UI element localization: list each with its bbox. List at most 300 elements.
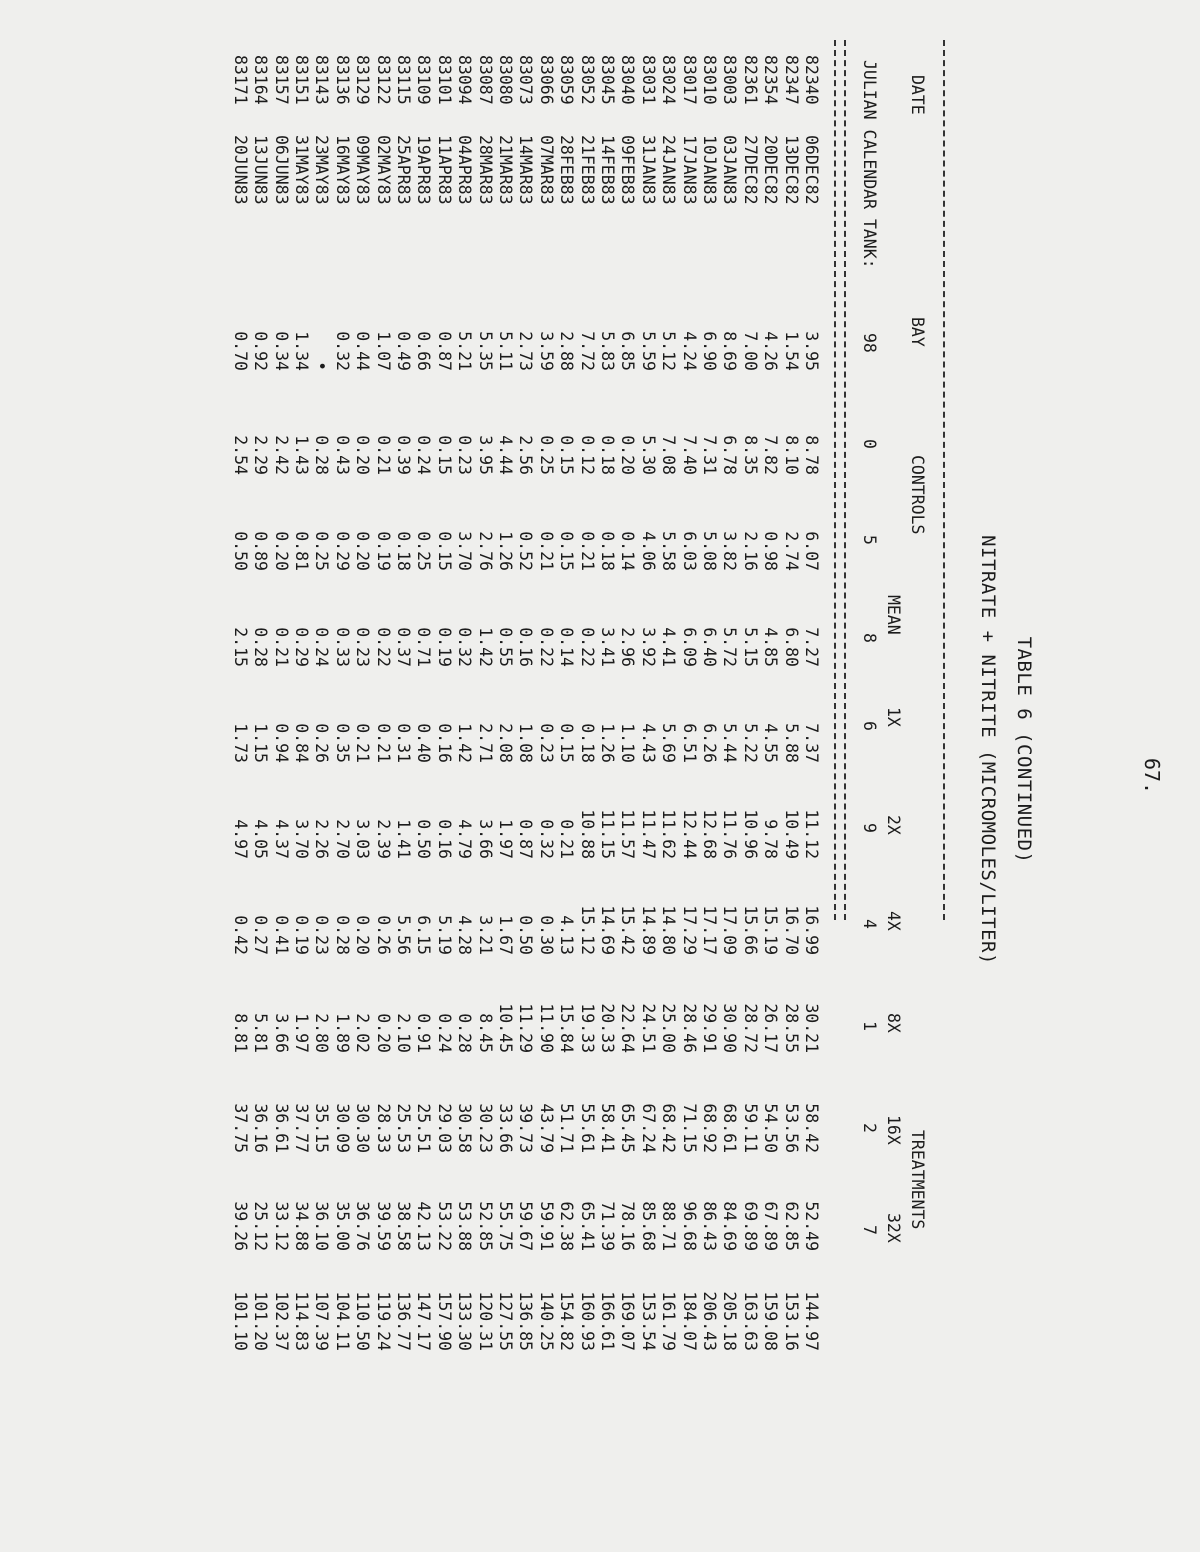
control-8-cell: 0.28 [251, 627, 271, 667]
treatment-8x-cell: 25.53 [394, 1103, 413, 1153]
control-0-cell: 0.15 [434, 435, 454, 475]
control-5-cell: 0.29 [332, 531, 352, 571]
control-8-cell: 7.27 [802, 627, 821, 667]
bay-98-cell: 0.32 [332, 331, 352, 371]
control-8-cell: 3.41 [598, 627, 617, 667]
calendar-date-cell: 21FEB83 [577, 135, 597, 205]
control-0-cell: 7.40 [679, 435, 699, 475]
control-0-cell: 2.54 [230, 435, 250, 475]
bay-98-cell: 0.49 [394, 331, 413, 371]
controls-mean-cell: 4.43 [638, 723, 658, 763]
bay-98-cell: 0.34 [271, 331, 291, 371]
control-0-cell: 0.15 [557, 435, 577, 475]
treatment-16x-cell: 67.89 [761, 1201, 781, 1251]
treatment-8x-cell: 58.41 [598, 1103, 617, 1153]
julian-date-cell: 83094 [455, 55, 475, 105]
treatment-32x-cell: 102.37 [271, 1291, 291, 1351]
control-8-cell: 0.55 [496, 627, 515, 667]
bay-98-cell: 6.85 [618, 331, 638, 371]
control-5-cell: 0.15 [557, 531, 577, 571]
treatment-4x-cell: 1.89 [332, 1013, 352, 1053]
treatment-32x-cell: 127.55 [496, 1291, 515, 1351]
treatment-2x-cell: 15.42 [618, 905, 638, 955]
treatment-1x-cell: 0.21 [557, 819, 577, 859]
treatment-16x-cell: 59.67 [516, 1201, 536, 1251]
julian-date-cell: 83143 [312, 55, 332, 105]
treatment-32x-cell: 110.50 [353, 1291, 373, 1351]
treatment-16x-cell: 53.22 [434, 1201, 454, 1251]
julian-date-cell: 83024 [659, 55, 679, 105]
control-5-cell: 0.20 [353, 531, 373, 571]
treatment-32x-cell: 136.85 [516, 1291, 536, 1351]
calendar-date-cell: 14MAR83 [516, 135, 536, 205]
treatment-4x-cell: 30.21 [802, 1003, 821, 1053]
treatment-8x-cell: 30.23 [475, 1103, 495, 1153]
control-5-cell: 0.15 [434, 531, 454, 571]
treatment-2x-cell: 0.30 [536, 915, 556, 955]
calendar-date-cell: 13DEC82 [781, 135, 801, 205]
treatment-8x-cell: 71.15 [679, 1103, 699, 1153]
julian-date-cell: 83066 [536, 55, 556, 105]
control-5-cell: 0.14 [618, 531, 638, 571]
control-5-cell: 0.18 [598, 531, 617, 571]
control-0-cell: 7.82 [761, 435, 781, 475]
control-0-cell: 0.24 [414, 435, 434, 475]
treatment-1x-cell: 11.12 [802, 809, 821, 859]
treatment-1x-cell: 12.44 [679, 809, 699, 859]
treatment-16x-cell: 62.85 [781, 1201, 801, 1251]
treatment-4x-cell: 25.00 [659, 1003, 679, 1053]
treatment-4x-cell: 22.64 [618, 1003, 638, 1053]
treatment-32x-cell: 161.79 [659, 1291, 679, 1351]
controls-mean-cell: 0.35 [332, 723, 352, 763]
control-8-cell: 6.80 [781, 627, 801, 667]
treatment-8x-cell: 30.09 [332, 1103, 352, 1153]
treatment-16x-cell: 71.39 [598, 1201, 617, 1251]
controls-mean-cell: 0.31 [394, 723, 413, 763]
control-8-cell: 0.24 [312, 627, 332, 667]
treatment-1x-cell: 10.88 [577, 809, 597, 859]
treatment-8x-cell: 28.33 [373, 1103, 393, 1153]
treatment-1x-cell: 11.57 [618, 809, 638, 859]
treatment-2x-cell: 14.89 [638, 905, 658, 955]
julian-date-cell: 83164 [251, 55, 271, 105]
control-8-cell: 0.37 [394, 627, 413, 667]
julian-date-cell: 83003 [720, 55, 740, 105]
bay-98-cell: 5.59 [638, 331, 658, 371]
julian-date-cell: 83073 [516, 55, 536, 105]
header-tank-7: 7 [860, 1225, 879, 1235]
header-tank-1: 1 [860, 1021, 879, 1031]
treatment-8x-cell: 35.15 [312, 1103, 332, 1153]
treatment-2x-cell: 0.19 [292, 915, 311, 955]
bay-98-cell: 1.54 [781, 331, 801, 371]
treatment-16x-cell: 42.13 [414, 1201, 434, 1251]
table-subtitle: NITRATE + NITRITE (MICROMOLES/LITER) [977, 535, 999, 965]
treatment-4x-cell: 26.17 [761, 1003, 781, 1053]
control-5-cell: 4.06 [638, 531, 658, 571]
calendar-date-cell: 07MAR83 [536, 135, 556, 205]
bay-98-cell: 8.69 [720, 331, 740, 371]
treatment-4x-cell: 28.55 [781, 1003, 801, 1053]
treatment-8x-cell: 58.42 [802, 1103, 821, 1153]
table-title: TABLE 6 (CONTINUED) [1013, 636, 1035, 864]
control-8-cell: 4.41 [659, 627, 679, 667]
treatment-1x-cell: 12.68 [700, 809, 719, 859]
calendar-date-cell: 03JAN83 [720, 135, 740, 205]
control-8-cell: 5.15 [740, 627, 760, 667]
treatment-1x-cell: 4.05 [251, 819, 271, 859]
control-0-cell: 3.95 [475, 435, 495, 475]
treatment-1x-cell: 4.97 [230, 819, 250, 859]
calendar-date-cell: 25APR83 [394, 135, 413, 205]
control-8-cell: 4.85 [761, 627, 781, 667]
calendar-date-cell: 09FEB83 [618, 135, 638, 205]
calendar-date-cell: 31JAN83 [638, 135, 658, 205]
treatment-16x-cell: 78.16 [618, 1201, 638, 1251]
calendar-date-cell: 09MAY83 [353, 135, 373, 205]
control-5-cell: 2.74 [781, 531, 801, 571]
julian-date-cell: 82347 [781, 55, 801, 105]
control-8-cell: 2.96 [618, 627, 638, 667]
control-5-cell: 5.08 [700, 531, 719, 571]
treatment-2x-cell: 0.27 [251, 915, 271, 955]
treatment-1x-cell: 9.78 [761, 819, 781, 859]
treatment-16x-cell: 36.76 [353, 1201, 373, 1251]
julian-date-cell: 83087 [475, 55, 495, 105]
control-5-cell: 5.58 [659, 531, 679, 571]
treatment-16x-cell: 25.12 [251, 1201, 271, 1251]
treatment-4x-cell: 15.84 [557, 1003, 577, 1053]
treatment-4x-cell: 0.91 [414, 1013, 434, 1053]
treatment-1x-cell: 1.41 [394, 819, 413, 859]
treatment-16x-cell: 34.88 [292, 1201, 311, 1251]
treatment-4x-cell: 2.80 [312, 1013, 332, 1053]
control-0-cell: 0.20 [353, 435, 373, 475]
control-0-cell: 0.12 [577, 435, 597, 475]
control-5-cell: 0.98 [761, 531, 781, 571]
treatment-2x-cell: 14.80 [659, 905, 679, 955]
header-tank-5: 5 [860, 535, 879, 545]
treatment-32x-cell: 101.20 [251, 1291, 271, 1351]
bay-98-cell: 4.24 [679, 331, 699, 371]
control-0-cell: 2.42 [271, 435, 291, 475]
control-0-cell: 1.43 [292, 435, 311, 475]
control-0-cell: 7.08 [659, 435, 679, 475]
treatment-4x-cell: 29.91 [700, 1003, 719, 1053]
treatment-16x-cell: 52.49 [802, 1201, 821, 1251]
treatment-4x-cell: 11.90 [536, 1003, 556, 1053]
calendar-date-cell: 13JUN83 [251, 135, 271, 205]
treatment-4x-cell: 28.72 [740, 1003, 760, 1053]
treatment-32x-cell: 147.17 [414, 1291, 434, 1351]
treatment-1x-cell: 2.70 [332, 819, 352, 859]
calendar-date-cell: 04APR83 [455, 135, 475, 205]
calendar-date-cell: 24JAN83 [659, 135, 679, 205]
control-5-cell: 0.18 [394, 531, 413, 571]
treatment-2x-cell: 6.15 [414, 915, 434, 955]
bay-98-cell: 5.83 [598, 331, 617, 371]
treatment-8x-cell: 37.75 [230, 1103, 250, 1153]
treatment-16x-cell: 52.85 [475, 1201, 495, 1251]
treatment-2x-cell: 16.99 [802, 905, 821, 955]
treatment-32x-cell: 153.16 [781, 1291, 801, 1351]
header-tank-8: 8 [860, 633, 879, 643]
controls-mean-cell: 0.16 [434, 723, 454, 763]
control-0-cell: 0.43 [332, 435, 352, 475]
control-8-cell: 0.32 [455, 627, 475, 667]
bay-98-cell: 7.00 [740, 331, 760, 371]
treatment-8x-cell: 68.61 [720, 1103, 740, 1153]
treatment-16x-cell: 38.58 [394, 1201, 413, 1251]
header-level-8x: 8X [884, 1013, 903, 1033]
treatment-1x-cell: 10.49 [781, 809, 801, 859]
treatment-8x-cell: 30.58 [455, 1103, 475, 1153]
treatment-16x-cell: 69.89 [740, 1201, 760, 1251]
treatment-4x-cell: 8.81 [230, 1013, 250, 1053]
treatment-1x-cell: 3.70 [292, 819, 311, 859]
bay-98-cell: 1.07 [373, 331, 393, 371]
calendar-date-cell: 06DEC82 [802, 135, 821, 205]
calendar-date-cell: 23MAY83 [312, 135, 332, 205]
treatment-32x-cell: 163.63 [740, 1291, 760, 1351]
treatment-1x-cell: 0.32 [536, 819, 556, 859]
treatment-16x-cell: 65.41 [577, 1201, 597, 1251]
treatment-1x-cell: 0.50 [414, 819, 434, 859]
treatment-32x-cell: 206.43 [700, 1291, 719, 1351]
control-0-cell: 0.23 [455, 435, 475, 475]
control-5-cell: 0.20 [271, 531, 291, 571]
treatment-4x-cell: 10.45 [496, 1003, 515, 1053]
julian-date-cell: 83045 [598, 55, 617, 105]
control-5-cell: 6.07 [802, 531, 821, 571]
treatment-8x-cell: 68.92 [700, 1103, 719, 1153]
control-5-cell: 3.82 [720, 531, 740, 571]
top-rule [943, 40, 945, 920]
treatment-16x-cell: 88.71 [659, 1201, 679, 1251]
treatment-4x-cell: 11.29 [516, 1003, 536, 1053]
controls-mean-cell: 2.71 [475, 723, 495, 763]
controls-mean-cell: 0.18 [577, 723, 597, 763]
control-0-cell: 0.21 [373, 435, 393, 475]
julian-date-cell: 83115 [394, 55, 413, 105]
bay-98-cell: 2.73 [516, 331, 536, 371]
control-8-cell: 0.33 [332, 627, 352, 667]
treatment-32x-cell: 119.24 [373, 1291, 393, 1351]
controls-mean-cell: 4.55 [761, 723, 781, 763]
julian-date-cell: 83031 [638, 55, 658, 105]
treatment-1x-cell: 4.79 [455, 819, 475, 859]
control-8-cell: 0.22 [373, 627, 393, 667]
treatment-4x-cell: 0.28 [455, 1013, 475, 1053]
header-julian-calendar-tank: JULIAN CALENDAR TANK: [860, 60, 879, 269]
julian-date-cell: 83129 [353, 55, 373, 105]
controls-mean-cell: 0.94 [271, 723, 291, 763]
julian-date-cell: 83052 [577, 55, 597, 105]
control-8-cell: 0.21 [271, 627, 291, 667]
julian-date-cell: 83136 [332, 55, 352, 105]
bay-98-cell: 5.21 [455, 331, 475, 371]
controls-mean-cell: 0.84 [292, 723, 311, 763]
julian-date-cell: 82354 [761, 55, 781, 105]
calendar-date-cell: 10JAN83 [700, 135, 719, 205]
control-8-cell: 5.72 [720, 627, 740, 667]
controls-mean-cell: 0.26 [312, 723, 332, 763]
julian-date-cell: 83171 [230, 55, 250, 105]
header-bay: BAY [908, 317, 927, 347]
treatment-1x-cell: 11.76 [720, 809, 740, 859]
treatment-1x-cell: 3.66 [475, 819, 495, 859]
treatment-8x-cell: 25.51 [414, 1103, 434, 1153]
treatment-4x-cell: 1.97 [292, 1013, 311, 1053]
control-0-cell: 0.39 [394, 435, 413, 475]
julian-date-cell: 83059 [557, 55, 577, 105]
header-tank-bay: 98 [860, 333, 879, 353]
treatment-16x-cell: 62.38 [557, 1201, 577, 1251]
treatment-8x-cell: 67.24 [638, 1103, 658, 1153]
treatment-32x-cell: 166.61 [598, 1291, 617, 1351]
header-tank-0: 0 [860, 439, 879, 449]
header-tank-6: 6 [860, 721, 879, 731]
controls-mean-cell: 0.40 [414, 723, 434, 763]
control-5-cell: 0.89 [251, 531, 271, 571]
bay-98-cell: 0.92 [251, 331, 271, 371]
header-rule-lower [834, 40, 836, 920]
treatment-2x-cell: 5.56 [394, 915, 413, 955]
header-level-16x: 16X [884, 1115, 903, 1145]
controls-mean-cell: 1.26 [598, 723, 617, 763]
treatment-32x-cell: 104.11 [332, 1291, 352, 1351]
header-tank-9: 9 [860, 823, 879, 833]
treatment-4x-cell: 8.45 [475, 1013, 495, 1053]
controls-mean-cell: 5.88 [781, 723, 801, 763]
treatment-8x-cell: 51.71 [557, 1103, 577, 1153]
treatment-4x-cell: 0.24 [434, 1013, 454, 1053]
julian-date-cell: 82340 [802, 55, 821, 105]
control-8-cell: 0.29 [292, 627, 311, 667]
treatment-32x-cell: 101.10 [230, 1291, 250, 1351]
treatment-32x-cell: 160.93 [577, 1291, 597, 1351]
calendar-date-cell: 20DEC82 [761, 135, 781, 205]
treatment-2x-cell: 0.20 [353, 915, 373, 955]
treatment-32x-cell: 159.08 [761, 1291, 781, 1351]
control-0-cell: 0.25 [536, 435, 556, 475]
controls-mean-cell: 1.73 [230, 723, 250, 763]
treatment-2x-cell: 0.41 [271, 915, 291, 955]
control-8-cell: 6.09 [679, 627, 699, 667]
control-5-cell: 3.70 [455, 531, 475, 571]
header-controls: CONTROLS [908, 455, 927, 535]
bay-98-cell: 0.66 [414, 331, 434, 371]
control-8-cell: 2.15 [230, 627, 250, 667]
treatment-8x-cell: 33.66 [496, 1103, 515, 1153]
treatment-2x-cell: 0.23 [312, 915, 332, 955]
controls-mean-cell: 1.15 [251, 723, 271, 763]
treatment-32x-cell: 169.07 [618, 1291, 638, 1351]
treatment-8x-cell: 59.11 [740, 1103, 760, 1153]
header-rule-upper [844, 40, 846, 920]
treatment-1x-cell: 4.37 [271, 819, 291, 859]
treatment-1x-cell: 0.16 [434, 819, 454, 859]
treatment-4x-cell: 5.81 [251, 1013, 271, 1053]
bay-98-cell: 3.95 [802, 331, 821, 371]
control-5-cell: 1.26 [496, 531, 515, 571]
control-8-cell: 0.71 [414, 627, 434, 667]
controls-mean-cell: 0.21 [353, 723, 373, 763]
julian-date-cell: 83101 [434, 55, 454, 105]
treatment-16x-cell: 39.26 [230, 1201, 250, 1251]
treatment-4x-cell: 3.66 [271, 1013, 291, 1053]
page-number: 67. [1140, 757, 1164, 795]
bay-98-cell: 0.44 [353, 331, 373, 371]
treatment-2x-cell: 4.28 [455, 915, 475, 955]
bay-98-cell: 0.87 [434, 331, 454, 371]
treatment-4x-cell: 0.20 [373, 1013, 393, 1053]
treatment-16x-cell: 85.68 [638, 1201, 658, 1251]
treatment-16x-cell: 35.00 [332, 1201, 352, 1251]
control-5-cell: 2.16 [740, 531, 760, 571]
controls-mean-cell: 5.69 [659, 723, 679, 763]
bay-98-cell: 3.59 [536, 331, 556, 371]
header-level-4x: 4X [884, 911, 903, 931]
control-0-cell: 0.28 [312, 435, 332, 475]
controls-mean-cell: 0.21 [373, 723, 393, 763]
header-treatments: TREATMENTS [908, 1130, 927, 1230]
julian-date-cell: 83080 [496, 55, 515, 105]
controls-mean-cell: 6.26 [700, 723, 719, 763]
control-8-cell: 0.23 [353, 627, 373, 667]
treatment-32x-cell: 136.77 [394, 1291, 413, 1351]
treatment-2x-cell: 15.12 [577, 905, 597, 955]
treatment-16x-cell: 59.91 [536, 1201, 556, 1251]
treatment-8x-cell: 53.56 [781, 1103, 801, 1153]
treatment-1x-cell: 2.39 [373, 819, 393, 859]
controls-mean-cell: 0.23 [536, 723, 556, 763]
calendar-date-cell: 14FEB83 [598, 135, 617, 205]
control-8-cell: 3.92 [638, 627, 658, 667]
control-8-cell: 1.42 [475, 627, 495, 667]
header-mean: MEAN [884, 595, 903, 635]
control-8-cell: 0.19 [434, 627, 454, 667]
bay-98-cell: 5.12 [659, 331, 679, 371]
treatment-32x-cell: 157.90 [434, 1291, 454, 1351]
bay-98-cell: 7.72 [577, 331, 597, 371]
treatment-32x-cell: 133.30 [455, 1291, 475, 1351]
bay-98-cell: 4.26 [761, 331, 781, 371]
control-5-cell: 0.52 [516, 531, 536, 571]
bay-98-cell: 6.90 [700, 331, 719, 371]
control-8-cell: 0.14 [557, 627, 577, 667]
calendar-date-cell: 21MAR83 [496, 135, 515, 205]
control-0-cell: 4.44 [496, 435, 515, 475]
control-5-cell: 0.19 [373, 531, 393, 571]
control-0-cell: 6.78 [720, 435, 740, 475]
bay-98-cell: 1.34 [292, 331, 311, 371]
julian-date-cell: 82361 [740, 55, 760, 105]
controls-mean-cell: 1.42 [455, 723, 475, 763]
treatment-1x-cell: 11.15 [598, 809, 617, 859]
control-5-cell: 0.50 [230, 531, 250, 571]
header-date: DATE [908, 75, 927, 115]
calendar-date-cell: 28MAR83 [475, 135, 495, 205]
treatment-16x-cell: 39.59 [373, 1201, 393, 1251]
header-level-32x: 32X [884, 1213, 903, 1243]
header-level-2x: 2X [884, 815, 903, 835]
treatment-8x-cell: 65.45 [618, 1103, 638, 1153]
julian-date-cell: 83122 [373, 55, 393, 105]
control-0-cell: 2.56 [516, 435, 536, 475]
treatment-2x-cell: 5.19 [434, 915, 454, 955]
